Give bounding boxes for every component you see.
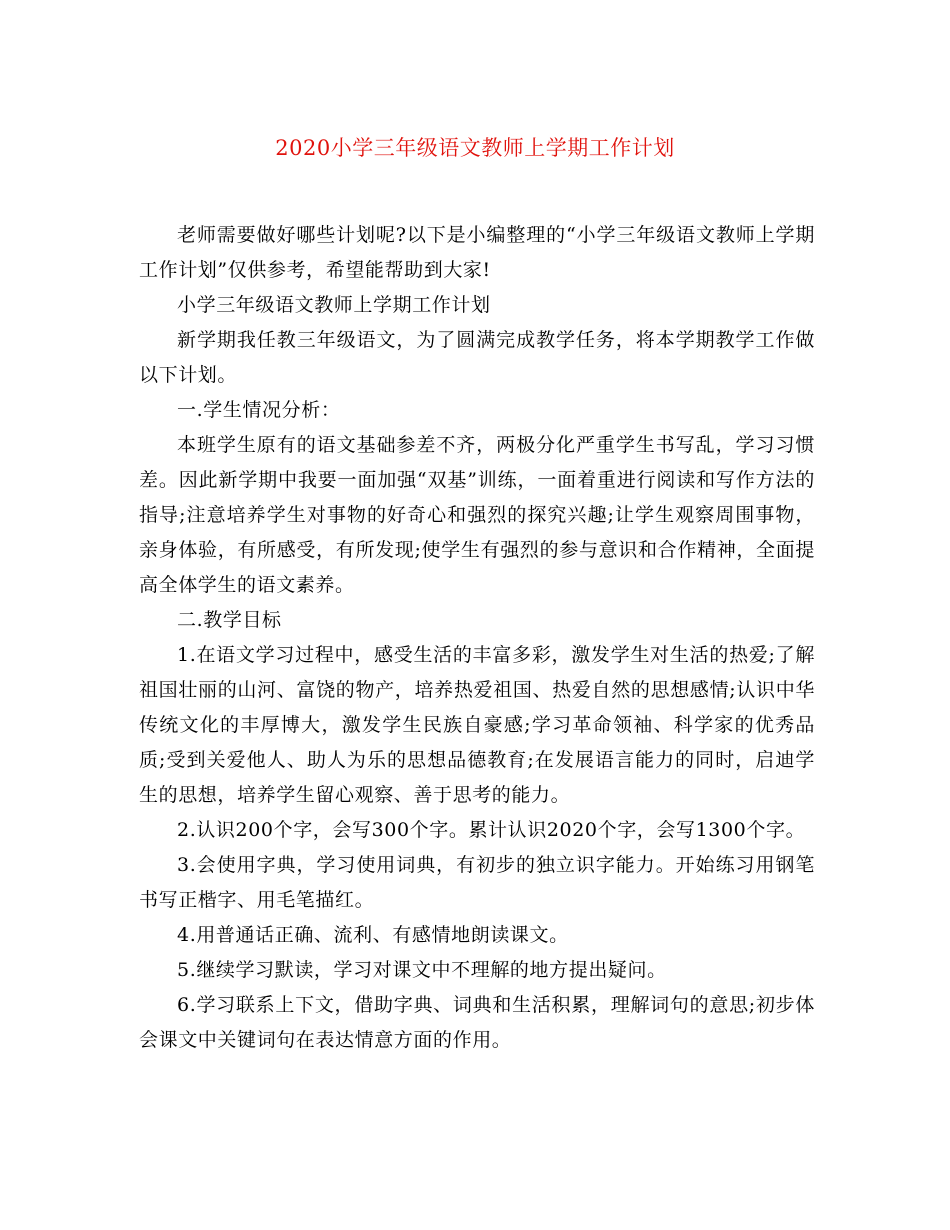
- goal-item-6: 6.学习联系上下文，借助字典、词典和生活积累，理解词句的意思;初步体会课文中关键词句在表达情意方面的作用。: [139, 994, 815, 1051]
- goal-item-4: 4.用普通话正确、流利、有感情地朗读课文。: [177, 924, 569, 946]
- goal-item-1: 1.在语文学习过程中，感受生活的丰富多彩，激发学生对生活的热爱;了解祖国壮丽的山河、富饶的物产，培养热爱祖国、热爱自然的思想感情;认识中华传统文化的丰厚博大，激发学生民族自豪感;学习革命领袖、科学家的优秀品质;受到关爱他人、助人为乐的思想品德教育;在发展语言能力的同时，启迪学生的思想，培养学生留心观察、善于思考的能力。: [139, 644, 815, 806]
- intro-paragraph: 老师需要做好哪些计划呢?以下是小编整理的“小学三年级语文教师上学期工作计划”仅供参考，希望能帮助到大家!: [139, 224, 815, 281]
- student-analysis-paragraph: 本班学生原有的语文基础参差不齐，两极分化严重学生书写乱，学习习惯差。因此新学期中我要一面加强“双基”训练，一面着重进行阅读和写作方法的指导;注意培养学生对事物的好奇心和强烈的探究兴趣;让学生观察周围事物，亲身体验，有所感受，有所发现;使学生有强烈的参与意识和合作精神，全面提高全体学生的语文素养。: [139, 434, 815, 596]
- section-heading-student-analysis: 一.学生情况分析：: [177, 399, 341, 421]
- opening-paragraph: 新学期我任教三年级语文，为了圆满完成教学任务，将本学期教学工作做以下计划。: [139, 329, 815, 386]
- section-heading-teaching-goals: 二.教学目标: [177, 609, 282, 631]
- goal-item-2: 2.认识200个字，会写300个字。累计认识2020个字，会写1300个字。: [177, 819, 806, 841]
- document-title: 2020小学三年级语文教师上学期工作计划: [275, 136, 675, 160]
- document-body: [139, 218, 815, 1058]
- goal-item-5: 5.继续学习默读，学习对课文中不理解的地方提出疑问。: [177, 959, 667, 981]
- goal-item-3: 3.会使用字典，学习使用词典，有初步的独立识字能力。开始练习用钢笔书写正楷字、用毛笔描红。: [139, 854, 815, 911]
- plan-heading: 小学三年级语文教师上学期工作计划: [177, 294, 491, 316]
